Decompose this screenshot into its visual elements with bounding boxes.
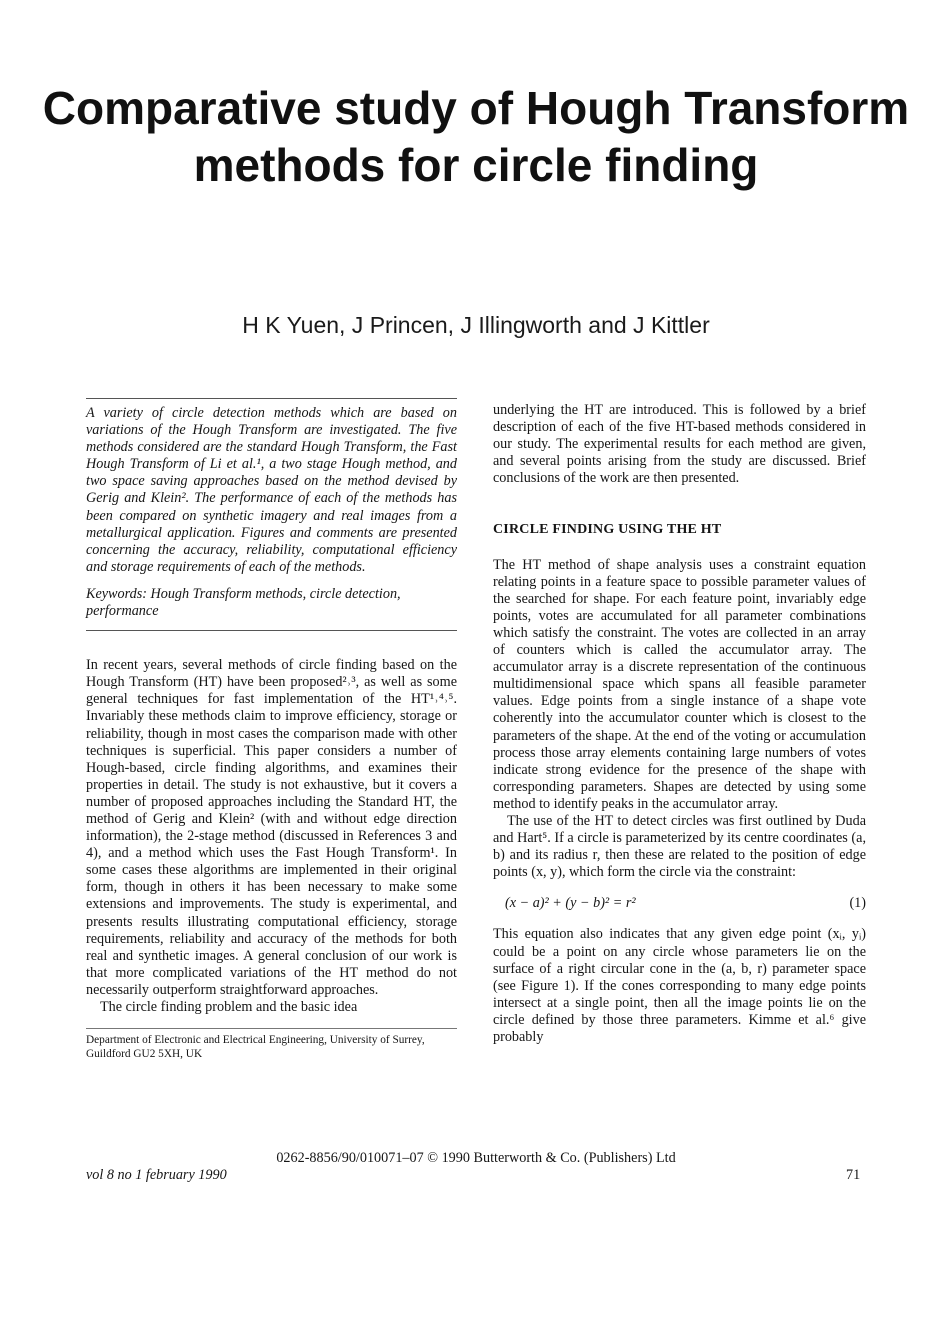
abstract-text: A variety of circle detection methods which are based on variations of the Hough Transform are investigated. The five methods considered are the standard Hough Transform, the Fast Hough Transform of Li et al.¹, a two stage Hough method, and two space saving approaches based on the method devised by Gerig and Klein². The performance of each of the methods has been compared on synthetic imagery and real images from a metallurgical application. Figures and comments are presented concerning the accuracy, reliability, computational efficiency and storage requirements of each of the methods. [86, 405, 457, 575]
abstract-bottom-rule [86, 630, 457, 631]
right-intro-paragraph: underlying the HT are introduced. This is followed by a brief description of each of the five HT-based methods considered in our study. The experimental results for each method are given, and several points arising from the study are discussed. Brief conclusions of the work are then presented. [493, 402, 866, 487]
section-paragraph: The use of the HT to detect circles was first outlined by Duda and Hart⁵. If a circle is parameterized by its centre coordinates (a, b) and its radius r, then these are related to the position of edge points (x, y), which form the circle via the constraint: [493, 812, 866, 881]
paper-title: Comparative study of Hough Transform methods for circle finding [42, 82, 910, 191]
section-heading: CIRCLE FINDING USING THE HT [493, 522, 722, 538]
intro-paragraph: In recent years, several methods of circle finding based on the Hough Transform (HT) have been proposed²˒³, as well as some general techniques for fast implementation of the HT¹˒⁴˒⁵. Invariably these methods claim to improve efficiency, storage or reliability, though in most cases the comparison made with other techniques is superficial. This paper considers a number of Hough-based, circle finding algorithms, and examines their properties in detail. The study is not exhaustive, but it covers a number of proposed approaches including the Standard HT, the method of Gerig and Klein² (with and without edge direction information), the 2-stage method (discussed in References 3 and 4), and a method which uses the Fast Hough Transform¹. In some cases these algorithms are implemented in their original form, though in others it has been necessary to make some extensions and improvements. The study is experimental, and presents results illustrating computational efficiency, storage requirements, reliability and accuracy of the methods for both real and synthetic images. A general conclusion of our work is that more complicated variations of the HT method do not necessarily outperform straightforward approaches. [86, 657, 457, 998]
after-equation-paragraph: This equation also indicates that any given edge point (xᵢ, yᵢ) could be a point on any circle whose parameters lie on the surface of a right circular cone in the (a, b, r) parameter space (see Figure 1). If the cones corresponding to many edge points intersect at a single point, then all the image points lie on the circle defined by those three parameters. Kimme et al.⁶ give probably [493, 926, 866, 1045]
authors: H K Yuen, J Princen, J Illingworth and J Kittler [242, 312, 710, 338]
section-paragraph: The HT method of shape analysis uses a constraint equation relating points in a feature space to possible parameter values of the searched for shape. For each feature point, invariably edge points, votes are accumulated for all parameter combinations which satisfy the constraint. The votes are collected in an array of counters which is called the accumulator array. The accumulator array is a discrete representation of the continuous multidimensional space which spans all feasible parameter values. Edge points from a single instance of a shape vote coherently into the accumulator counter which is closest to the parameters of the shape. At the end of the voting or accumulation process those array elements containing large numbers of votes indicate strong evidence for the presence of the shape with corresponding parameters. Shapes are detected by using some method to identify peaks in the accumulator array. [493, 556, 866, 812]
abstract-top-rule [86, 398, 457, 399]
equation-text: (x − a)² + (y − b)² = r² [505, 895, 636, 912]
right-column [493, 402, 866, 1046]
after-equation [493, 926, 866, 1046]
footer-journal: vol 8 no 1 february 1990 [86, 1167, 227, 1183]
left-column [86, 398, 457, 1061]
abstract [86, 405, 457, 576]
page-number: 71 [846, 1167, 861, 1183]
equation-number: (1) [849, 895, 866, 912]
intro-paragraph: The circle finding problem and the basic idea [100, 999, 358, 1015]
introduction [86, 657, 457, 1016]
affiliation: Department of Electronic and Electrical Engineering, University of Surrey, Guildford GU2 5XH, UK [86, 1028, 457, 1061]
keywords: Keywords: Hough Transform methods, circle detection, performance [86, 585, 401, 620]
footer-issn: 0262-8856/90/010071–07 © 1990 Butterworth & Co. (Publishers) Ltd [276, 1150, 676, 1166]
equation-1 [505, 895, 866, 912]
right-intro [493, 402, 866, 487]
section-body [493, 557, 866, 882]
